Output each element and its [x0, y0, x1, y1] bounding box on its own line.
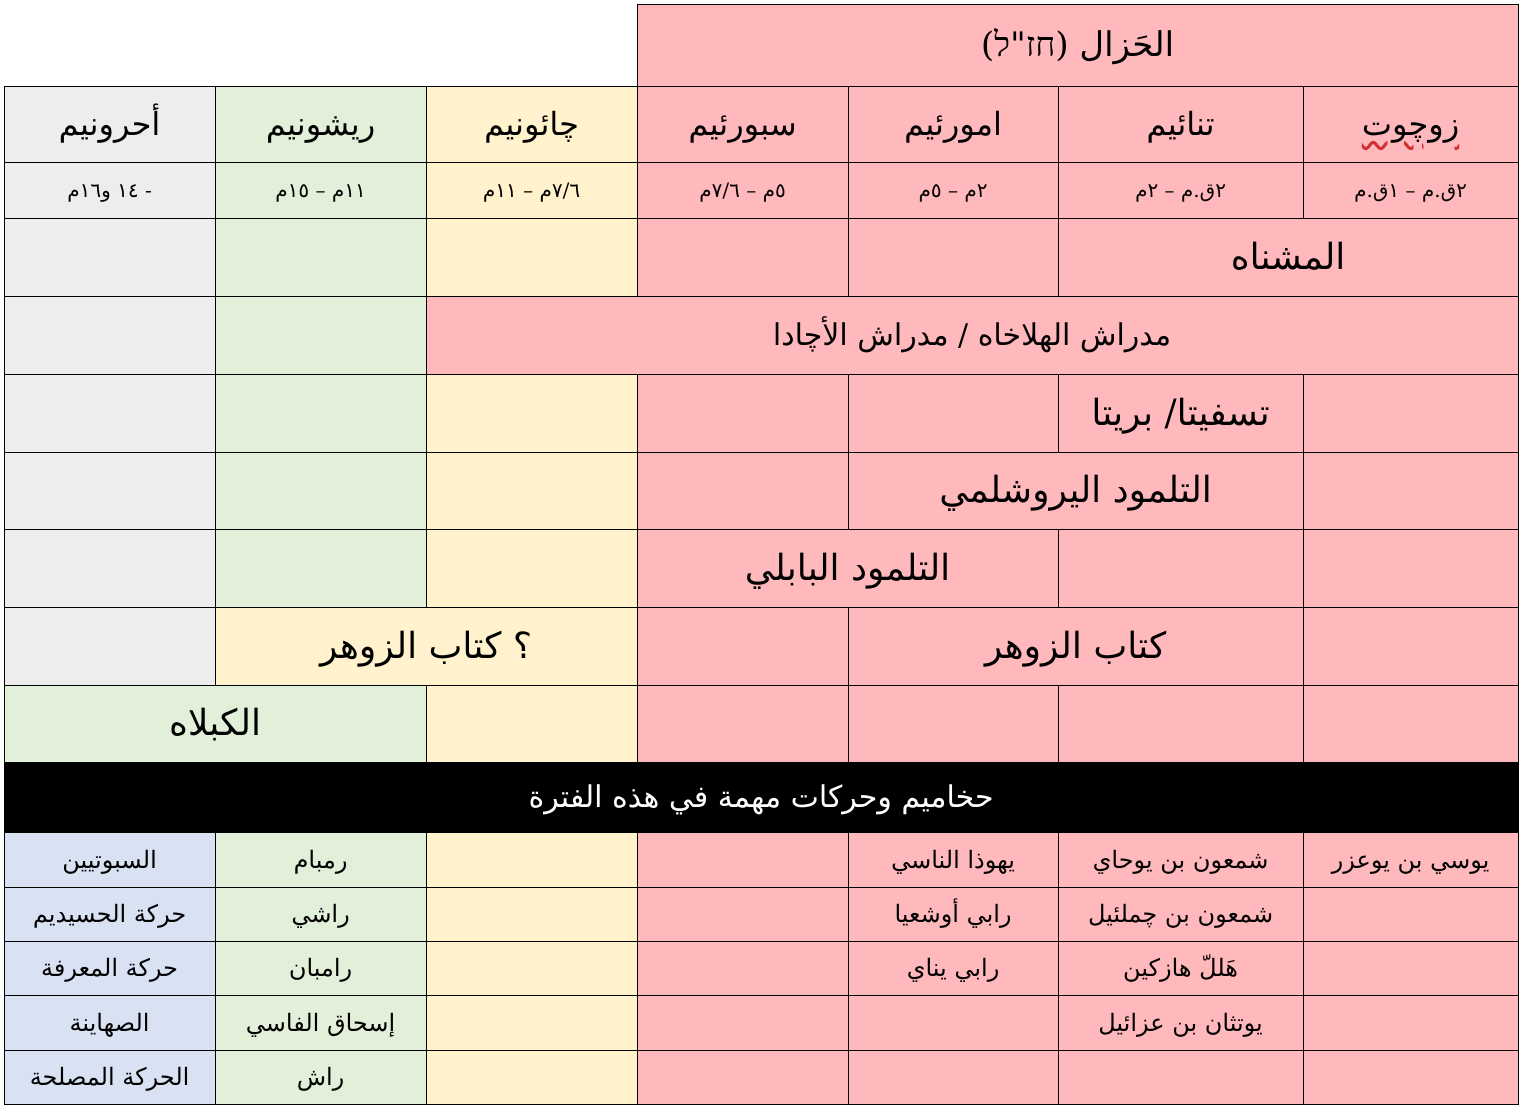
work-mishnah: المشناه	[1058, 218, 1519, 297]
period-savoraim: سبورئيم	[637, 86, 849, 163]
period-amoraim: امورئيم	[848, 86, 1059, 163]
empty-cell	[1303, 1050, 1519, 1105]
acharonim-item: الحركة المصلحة	[4, 1050, 216, 1105]
empty-cell	[4, 529, 216, 608]
dates-tannaim: ٢ق.م – ٢م	[1058, 162, 1304, 219]
work-yerushalmi: التلمود اليروشلمي	[848, 452, 1304, 530]
empty-cell	[4, 452, 216, 530]
acharonim-item: السبوتيين	[4, 832, 216, 888]
empty-cell	[426, 1050, 638, 1105]
empty-cell	[426, 685, 638, 763]
work-bavli: التلمود البابلي	[637, 529, 1059, 608]
empty-cell	[637, 941, 849, 996]
dates-amoraim: ٢م – ٥م	[848, 162, 1059, 219]
empty-cell	[215, 529, 427, 608]
empty-cell	[848, 1050, 1059, 1105]
empty-cell	[848, 374, 1059, 453]
empty-cell	[637, 452, 849, 530]
empty-cell	[637, 1050, 849, 1105]
empty-cell	[637, 218, 849, 297]
work-zohar: كتاب الزوهر	[848, 607, 1304, 686]
empty-cell	[215, 374, 427, 453]
acharonim-item: حركة المعرفة	[4, 941, 216, 996]
empty-cell	[848, 995, 1059, 1051]
period-zugot: زوچوت	[1361, 105, 1460, 143]
rishonim-item: رمبام	[215, 832, 427, 888]
period-zugot-cell	[1303, 86, 1519, 163]
rishonim-item: راشي	[215, 887, 427, 942]
dates-zugot: ٢ق.م – ١ق.م	[1303, 162, 1519, 219]
acharonim-item: حركة الحسيديم	[4, 887, 216, 942]
tannaim-sage: شمعون بن يوحاي	[1058, 832, 1304, 888]
work-tosefta: تسفيتا/ بريتا	[1058, 374, 1304, 453]
empty-cell	[4, 218, 216, 297]
work-midrash: مدراش الهلاخاه / مدراش الأچادا	[426, 296, 1519, 375]
empty-cell	[4, 374, 216, 453]
empty-cell	[215, 452, 427, 530]
amoraim-sage: رابي أوشعيا	[848, 887, 1059, 942]
empty-cell	[848, 218, 1059, 297]
empty-cell	[215, 218, 427, 297]
empty-cell	[1303, 374, 1519, 453]
empty-cell	[637, 887, 849, 942]
empty-cell	[1058, 529, 1304, 608]
empty-cell	[426, 941, 638, 996]
table-title: الحَزال (חז"ל)	[637, 4, 1519, 87]
tannaim-sage: شمعون بن چملئيل	[1058, 887, 1304, 942]
history-table	[4, 4, 1518, 1108]
empty-cell	[1058, 1050, 1304, 1105]
empty-cell	[426, 995, 638, 1051]
empty-cell	[426, 529, 638, 608]
empty-cell	[1303, 941, 1519, 996]
empty-cell	[215, 296, 427, 375]
empty-cell	[4, 296, 216, 375]
empty-cell	[848, 685, 1059, 763]
dates-savoraim: ٥م – ٧/٦م	[637, 162, 849, 219]
dates-geonim: ٧/٦م – ١١م	[426, 162, 638, 219]
empty-cell	[1303, 685, 1519, 763]
empty-cell	[637, 374, 849, 453]
empty-cell	[1058, 685, 1304, 763]
amoraim-sage: يهوذا الناسي	[848, 832, 1059, 888]
work-zohar-question: ؟ كتاب الزوهر	[215, 607, 638, 686]
empty-cell	[637, 995, 849, 1051]
empty-cell	[426, 452, 638, 530]
dates-rishonim: ١١م – ١٥م	[215, 162, 427, 219]
empty-cell	[1303, 607, 1519, 686]
empty-cell	[637, 607, 849, 686]
period-rishonim: ريشونيم	[215, 86, 427, 163]
acharonim-item: الصهاينة	[4, 995, 216, 1051]
sages-header: حخاميم وحركات مهمة في هذه الفترة	[4, 762, 1519, 833]
empty-cell	[1303, 887, 1519, 942]
empty-cell	[637, 832, 849, 888]
rishonim-item: رامبان	[215, 941, 427, 996]
empty-cell	[1303, 995, 1519, 1051]
empty-cell	[1303, 452, 1519, 530]
zugot-sage: يوسي بن يوعزر	[1303, 832, 1519, 888]
work-kabbalah: الكبلاه	[4, 685, 427, 763]
amoraim-sage: رابي يناي	[848, 941, 1059, 996]
empty-cell	[4, 607, 216, 686]
rishonim-item: إسحاق الفاسي	[215, 995, 427, 1051]
blank-corner	[4, 4, 638, 87]
period-geonim: چائونيم	[426, 86, 638, 163]
rishonim-item: راش	[215, 1050, 427, 1105]
period-acharonim: أحرونيم	[4, 86, 216, 163]
tannaim-sage: هَللّ هازكين	[1058, 941, 1304, 996]
empty-cell	[1303, 529, 1519, 608]
empty-cell	[426, 374, 638, 453]
empty-cell	[426, 887, 638, 942]
empty-cell	[426, 832, 638, 888]
empty-cell	[426, 218, 638, 297]
dates-acharonim: ١٤ و١٦م -	[4, 162, 216, 219]
empty-cell	[637, 685, 849, 763]
period-tannaim: تنائيم	[1058, 86, 1304, 163]
tannaim-sage: يوتثان بن عزائيل	[1058, 995, 1304, 1051]
